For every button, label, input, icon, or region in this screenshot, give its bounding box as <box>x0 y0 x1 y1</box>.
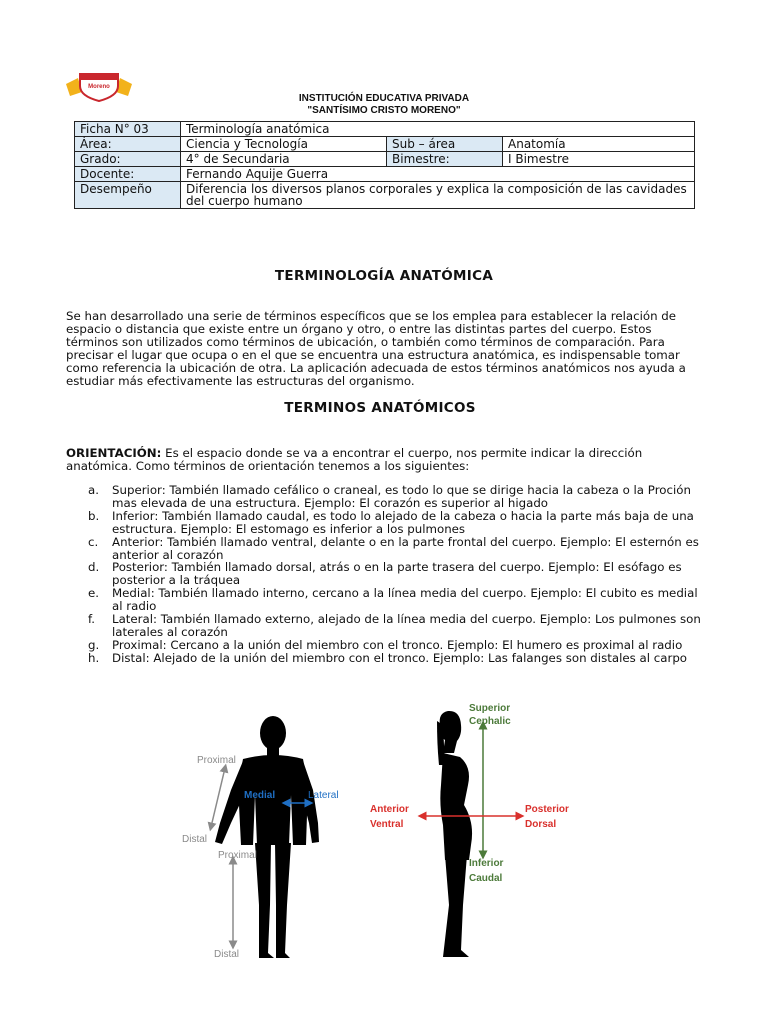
list-item <box>66 561 706 587</box>
label-superior: Superior <box>469 703 511 714</box>
ficha-label: Ficha N° 03 <box>75 122 181 137</box>
label-proximal-top: Proximal <box>197 755 236 766</box>
orientation-paragraph <box>66 447 706 473</box>
grado-value: 4° de Secundaria <box>181 152 387 167</box>
label-dorsal: Dorsal <box>525 819 557 830</box>
label-posterior: Posterior <box>525 804 569 815</box>
list-item-text: Posterior: También llamado dorsal, atrás o en la parte trasera del cuerpo. Ejemplo: El esófago es posterior a la tráquea <box>112 560 682 588</box>
list-item <box>66 536 706 562</box>
institution-name-line2: "SANTÍSIMO CRISTO MORENO" <box>307 105 461 116</box>
area-label: Área: <box>75 137 181 152</box>
list-marker: c. <box>88 534 99 549</box>
docente-value: Fernando Aquije Guerra <box>181 167 695 182</box>
label-distal-bottom: Distal <box>214 949 240 960</box>
logo-text: Moreno <box>88 84 110 90</box>
label-caudal: Caudal <box>469 873 503 884</box>
list-item <box>66 587 706 613</box>
list-marker: b. <box>88 508 100 523</box>
list-marker: e. <box>88 586 100 601</box>
label-inferior: Inferior <box>469 858 504 869</box>
info-row-desempeno <box>75 182 695 209</box>
intro-paragraph: Se han desarrollado una serie de términos específicos que se los emplea para establecer la relación de espacio o distancia que existe entre un órgano y otro, o entre las distintas partes del cuerpo. Estos términos son utilizados como términos de ubicación, o también como términos de comparación. Para precisar el lugar que ocupa o en el que se encuentra una estructura anatómica, es indispensable tomar como referencia la ubicación de otra. La aplicación adecuada de estos términos anatómicos nos ayuda a estudiar más efectivamente las estructuras del organismo. <box>66 309 686 388</box>
institution-name-line1: INSTITUCIÓN EDUCATIVA PRIVADA <box>298 93 470 104</box>
list-item <box>66 613 706 639</box>
info-row-docente <box>75 167 695 182</box>
ficha-value: Terminología anatómica <box>181 122 695 137</box>
grado-label: Grado: <box>75 152 181 167</box>
list-marker: a. <box>88 483 99 497</box>
label-lateral: Lateral <box>308 790 339 801</box>
bimestre-value: I Bimestre <box>503 152 695 167</box>
list-item-text: Superior: También llamado cefálico o craneal, es todo lo que se dirige hacia la cabeza o la Proción mas elevada de una estructura. Ejemplo: El corazón es superior al higado <box>112 483 691 510</box>
orientation-text: Es el espacio donde se va a encontrar el cuerpo, nos permite indicar la dirección anatómica. Como términos de orientación tenemos a los siguientes: <box>66 446 643 473</box>
area-value: Ciencia y Tecnología <box>181 137 387 152</box>
bimestre-label: Bimestre: <box>387 152 503 167</box>
list-item-text: Medial: También llamado interno, cercano a la línea media del cuerpo. Ejemplo: El cubito es medial al radio <box>112 586 698 614</box>
label-anterior: Anterior <box>370 804 409 815</box>
label-ventral: Ventral <box>370 819 404 830</box>
list-marker: f. <box>88 612 96 627</box>
list-item-text: Distal: Alejado de la unión del miembro con el tronco. Ejemplo: Las falanges son distales al carpo <box>112 650 688 665</box>
docente-label: Docente: <box>75 167 181 182</box>
section-title: TERMINOS ANATÓMICOS <box>284 400 476 416</box>
desempeno-value: Diferencia los diversos planos corporales y explica la composición de las cavidades del cuerpo humano <box>181 182 695 209</box>
label-proximal-bottom: Proximal <box>218 850 257 861</box>
label-cephalic: Cephalic <box>469 716 511 727</box>
info-row-grado <box>75 152 695 167</box>
info-row-ficha <box>75 122 695 137</box>
desempeno-label: Desempeño <box>75 182 181 209</box>
anatomy-figure <box>175 695 575 970</box>
subarea-label: Sub – área <box>387 137 503 152</box>
front-body-silhouette <box>215 716 319 958</box>
list-item <box>66 484 706 510</box>
list-marker: d. <box>88 560 100 575</box>
terms-list <box>66 484 706 665</box>
list-item-text: Anterior: También llamado ventral, delante o en la parte frontal del cuerpo. Ejemplo: El esternón es anterior al corazón <box>112 534 699 562</box>
page-title: TERMINOLOGÍA ANATÓMICA <box>274 268 494 284</box>
list-item-text: Inferior: También llamado caudal, es todo lo alejado de la cabeza o hacia la parte más baja de una estructura. Ejemplo: El estomago es inferior a los pulmones <box>112 508 694 536</box>
orientation-label: ORIENTACIÓN: <box>66 446 162 460</box>
list-marker: g. <box>88 637 100 652</box>
list-item-text: Lateral: También llamado externo, alejado de la línea media del cuerpo. Ejemplo: Los pulmones son laterales al corazón <box>112 612 701 639</box>
label-distal-top: Distal <box>182 834 208 845</box>
list-marker: h. <box>88 650 100 665</box>
info-table <box>74 121 695 209</box>
list-item-text: Proximal: Cercano a la unión del miembro con el tronco. Ejemplo: El humero es proximal al radio <box>112 637 683 652</box>
side-body-silhouette <box>437 711 472 957</box>
subarea-value: Anatomía <box>503 137 695 152</box>
label-medial: Medial <box>244 790 276 801</box>
list-item <box>66 510 706 536</box>
list-item <box>66 652 706 665</box>
info-row-area <box>75 137 695 152</box>
